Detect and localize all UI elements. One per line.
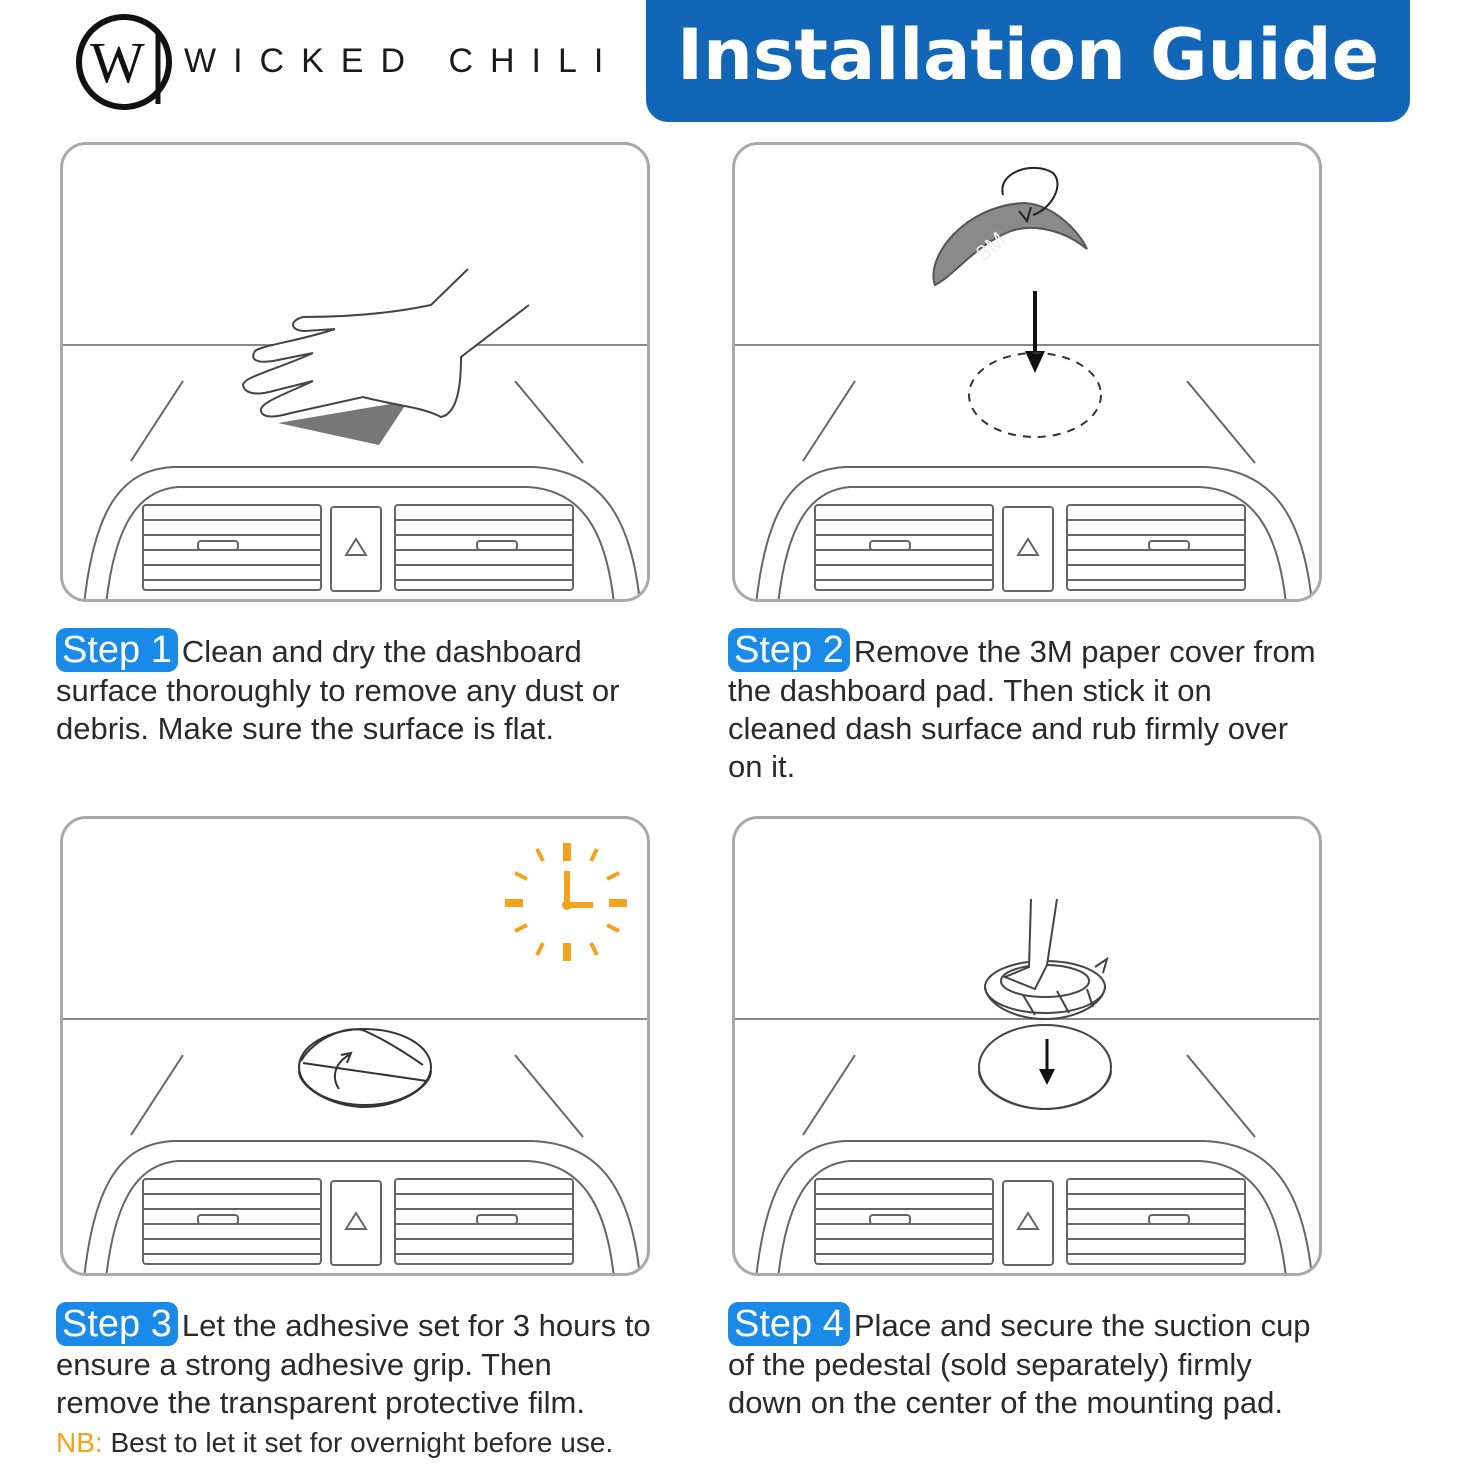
step-3-note (56, 1424, 656, 1462)
dashboard-drawing (735, 345, 1322, 602)
svg-text:3M: 3M (970, 226, 1011, 266)
note-text: Best to let it set for overnight before use. (110, 1427, 614, 1458)
step-2-illustration (732, 142, 1322, 602)
step-1-instruction (56, 628, 656, 748)
step-2-text: Remove the 3M paper cover from the dashboard pad. Then stick it on cleaned dash surface and rub firmly over on it. (728, 634, 1316, 784)
title-banner (646, 0, 1410, 122)
step-4-text: Place and secure the suction cup of the pedestal (sold separately) firmly down on the center of the mounting pad. (728, 1308, 1311, 1420)
step-3-badge: Step 3 (56, 1302, 178, 1346)
step-1-text: Clean and dry the dashboard surface thoroughly to remove any dust or debris. Make sure the surface is flat. (56, 634, 620, 746)
peel-3m-pad-icon (933, 168, 1101, 437)
svg-text:W: W (90, 30, 145, 95)
step-2-instruction (728, 628, 1328, 786)
brand-name: WICKED CHILI (184, 42, 621, 80)
wicked-chili-w-circle-logo (72, 12, 182, 112)
page-title: Installation Guide (676, 14, 1380, 96)
step-4-illustration (732, 816, 1322, 1276)
note-label: NB: (56, 1427, 103, 1458)
step-4-instruction (728, 1302, 1328, 1422)
hand-wiping-dashboard-icon (243, 269, 529, 445)
step-3-instruction (56, 1302, 656, 1462)
step-2-badge: Step 2 (728, 628, 850, 672)
clock-icon (505, 843, 627, 961)
step-1-illustration (60, 142, 650, 602)
step-3-text: Let the adhesive set for 3 hours to ensure a strong adhesive grip. Then remove the transparent protective film. (56, 1308, 651, 1420)
suction-cup-on-pad-icon (979, 899, 1111, 1109)
step-3-illustration (60, 816, 650, 1276)
peel-film-icon (299, 1029, 431, 1107)
step-1-badge: Step 1 (56, 628, 178, 672)
step-4-badge: Step 4 (728, 1302, 850, 1346)
